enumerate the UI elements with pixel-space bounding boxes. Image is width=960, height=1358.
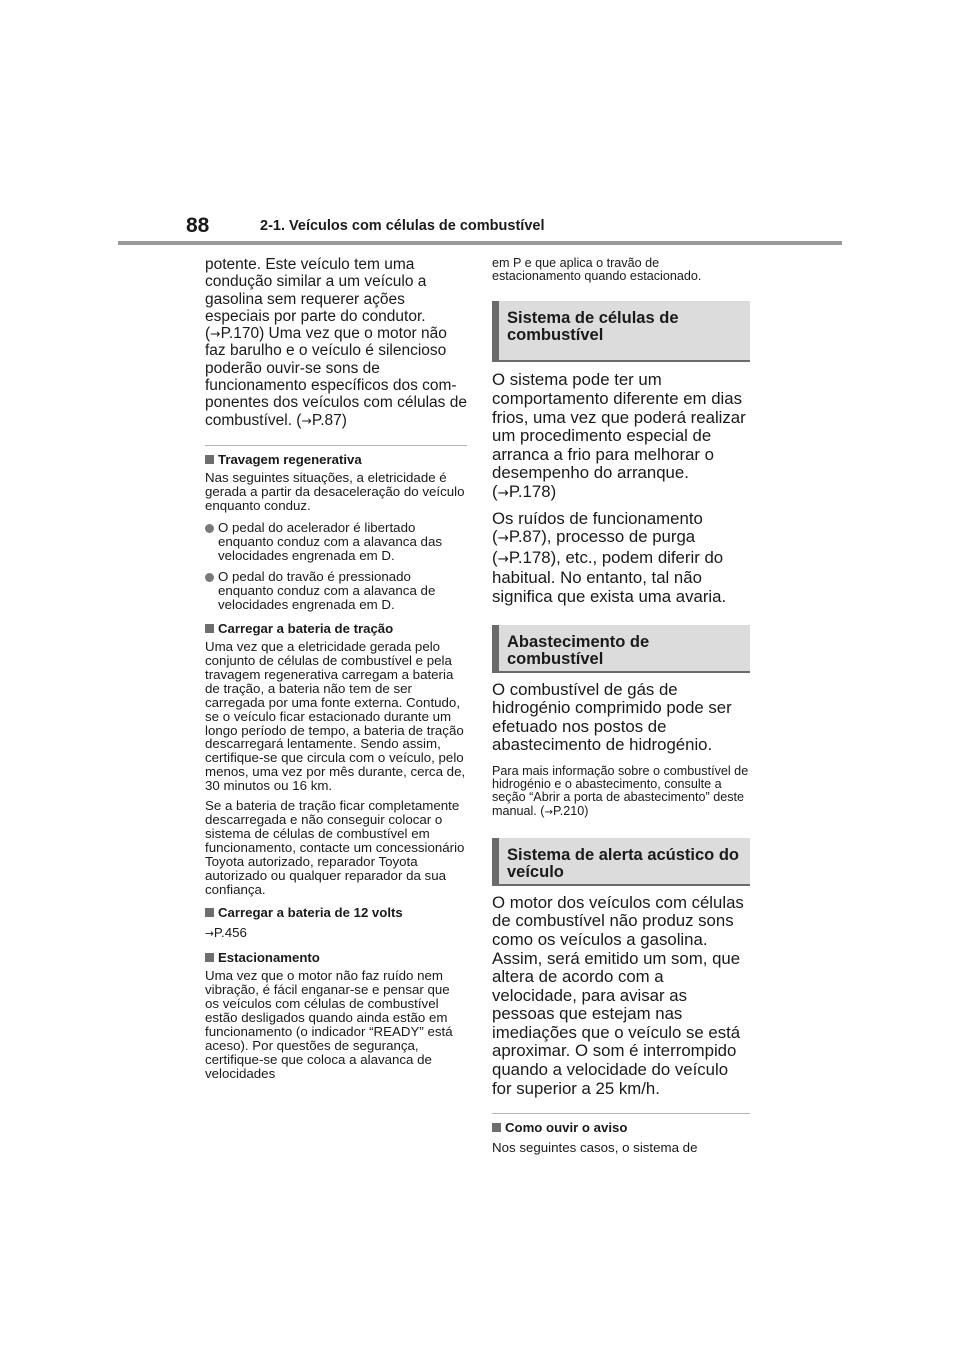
square-bullet-icon: [205, 908, 214, 917]
arrow-icon: →: [301, 412, 312, 428]
fuel-cell-paragraph-1: O sistema pode ter um comportamento diferente em dias frios, uma vez que poderá realizar um procedimento especial de arranca a frio para melhorar o desempenho do arranque. (→P.178): [492, 370, 746, 501]
page-ref-link[interactable]: P.87: [508, 527, 542, 547]
round-bullet-icon: [205, 524, 214, 533]
arrow-icon: →: [497, 551, 509, 567]
left-column: [205, 256, 467, 1081]
refueling-note: Para mais informação sobre o combustível de hidrogénio e o abastecimento, consulte a seção “Abrir a porta de abastecimento” deste manual. (→P.210): [492, 763, 749, 818]
how-to-hear-text: Nos seguintes casos, o sistema de: [492, 1140, 698, 1156]
header-divider: [118, 241, 842, 245]
arrow-icon: →: [210, 326, 221, 342]
chapter-title: 2-1. Veículos com células de combustível: [260, 218, 545, 234]
square-bullet-icon: [205, 455, 214, 464]
page-ref-link[interactable]: P.87: [311, 411, 342, 429]
page-number: 88: [186, 214, 210, 237]
refueling-paragraph: O combustível de gás de hidrogénio comprimido pode ser efetuado nos postos de abastecimento de hidrogénio.: [492, 679, 732, 755]
arrow-icon: →: [497, 531, 509, 547]
page-ref-link[interactable]: P.456: [213, 925, 247, 941]
alert-paragraph: O motor dos veículos com células de combustível não produz sons como os veículos a gasolina. Assim, será emitido um som, que altera de acordo com a velocidade, para avisar as pessoas que estejam nas imediações que o veículo se está aproximar. O som é interrompido quando a velocidade do veículo for superior a 25 km/h.: [492, 892, 744, 1098]
section-header-acoustic-alert: [492, 838, 750, 886]
arrow-icon: →: [205, 927, 214, 941]
traction-text-2: Se a bateria de tração ficar completamente descarregada e não conseguir colocar o sistema de células de combustível em funcionamento, contacte um concessionário Toyota autorizado, reparador Toyota autorizado ou qualquer reparador da sua confiança.: [205, 798, 465, 897]
square-bullet-icon: [205, 624, 214, 633]
page-ref-link[interactable]: P.178: [508, 547, 551, 567]
regen-text: Nas seguintes situações, a eletricidade é gerada a partir da desaceleração do veículo enquanto conduz.: [205, 469, 465, 513]
arrow-icon: →: [544, 806, 553, 818]
intro-paragraph: potente. Este veículo tem uma condução similar a um veículo a gasolina sem requerer ações especiais por parte do condutor. (→P.170) Uma vez que o motor não faz barulho e o veículo é silencioso poderão ouvir-se sons de funcionamento específicos dos com-ponentes dos veículos com células de combustível. (→P.87): [205, 256, 467, 429]
section-title: Abastecimento de combustível: [507, 632, 650, 668]
subhead-traction-battery: Carregar a bateria de tração: [205, 621, 467, 636]
section-divider: [205, 445, 467, 446]
page-ref-link[interactable]: P.178: [508, 481, 551, 501]
page-ref-link[interactable]: P.170: [220, 325, 260, 343]
subhead-regenerative-braking: Travagem regenerativa: [205, 452, 467, 467]
subhead-12v-battery: Carregar a bateria de 12 volts: [205, 905, 467, 920]
square-bullet-icon: [205, 953, 214, 962]
subhead-parking: Estacionamento: [205, 950, 467, 965]
traction-text-1: Uma vez que a eletricidade gerada pelo conjunto de células de combustível e pela travagem regenerativa carregam a bateria de tração, a bateria não tem de ser carregada por uma fonte externa. Contudo, se o veículo ficar estacionado durante um longo período de tempo, a bateria de tração descarregará lentamente. Sendo assim, certifique-se que circula com o veículo, pelo menos, uma vez por mês durante, cerca de, 30 minutos ou 16 km.: [205, 639, 466, 794]
fuel-cell-paragraph-2: Os ruídos de funcionamento (→P.87), processo de purga (→P.178), etc., podem diferir do habitual. No entanto, tal não significa que exista uma avaria.: [492, 508, 727, 606]
list-item: O pedal do acelerador é libertado enquanto conduz com a alavanca das velocidades engrenada em D.: [205, 521, 467, 563]
subhead-how-to-hear: Como ouvir o aviso: [492, 1120, 750, 1135]
parking-text: Uma vez que o motor não faz ruído nem vibração, é fácil enganar-se e pensar que os veículos com células de combustível estão desligados quando ainda estão em funcionamento (o indicador “READY” está aceso). Por questões de segurança, certifique-se que coloca a alavanca de velocidades: [205, 968, 453, 1081]
section-divider: [492, 1113, 750, 1114]
arrow-icon: →: [497, 485, 509, 501]
section-title: Sistema de alerta acústico do veículo: [507, 845, 740, 881]
section-title: Sistema de células de combustível: [507, 309, 679, 345]
parking-continued-text: em P e que aplica o travão de estacionamento quando estacionado.: [492, 256, 702, 284]
right-column: [492, 256, 750, 1155]
page-ref-link[interactable]: P.210: [552, 803, 585, 818]
section-header-refueling: [492, 625, 750, 673]
round-bullet-icon: [205, 573, 214, 582]
square-bullet-icon: [492, 1123, 501, 1132]
section-header-fuel-cell-system: [492, 301, 750, 362]
list-item: O pedal do travão é pressionado enquanto conduz com a alavanca de velocidades engrenada em D.: [205, 570, 467, 612]
battery12-ref: [205, 926, 467, 941]
